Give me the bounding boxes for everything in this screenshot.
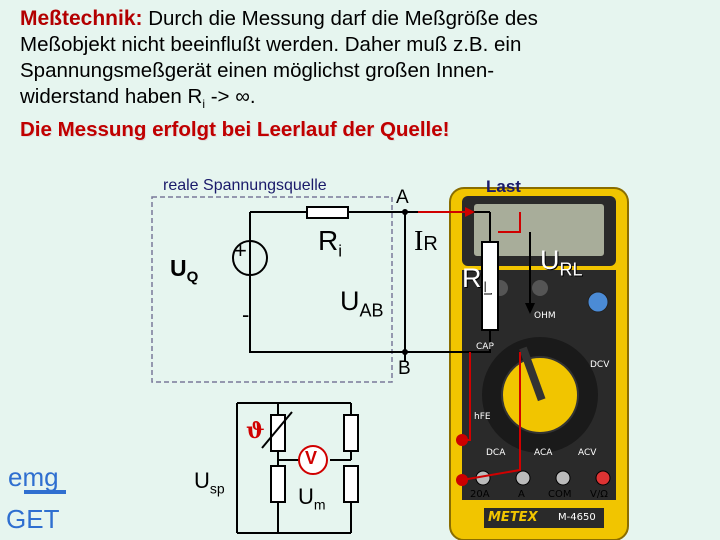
theta-symbol: ϑ	[246, 418, 265, 444]
node-b-label: B	[398, 358, 411, 379]
meter-mode-dca: DCA	[486, 448, 506, 458]
logo-emg: emg	[8, 462, 59, 492]
url-label: $U_{RL}$	[540, 245, 583, 280]
intro-line-4-suffix: -> ∞.	[205, 85, 256, 108]
resistor-ri	[307, 207, 348, 218]
meter-model: M-4650	[558, 512, 596, 523]
intro-line-2: Meßobjekt nicht beeinflußt werden. Daher muß z.B. ein	[20, 33, 522, 56]
jack-20a: 20A	[470, 489, 490, 500]
intro-line-1-rest: Durch die Messung darf die Meßgröße des	[148, 7, 538, 30]
jack-a: A	[518, 489, 525, 500]
meter-mode-ohm: OHM	[534, 311, 556, 321]
ir-label: IR	[414, 226, 438, 257]
meter-brand: METEX	[488, 510, 538, 525]
intro-line-3: Spannungsmeßgerät einen möglichst großen Innen-	[20, 59, 495, 82]
bridge-resistor-2	[344, 415, 358, 451]
ri-label: $R_i$	[318, 225, 343, 261]
usp-label: $U_{sp}$	[194, 468, 225, 497]
uq-label: $U_Q$	[170, 255, 199, 286]
meter-mode-labels: CAP	[476, 342, 494, 352]
load-label: Last	[486, 177, 521, 196]
meter-mode-dcv: DCV	[590, 360, 610, 370]
source-box-label: reale Spannungsquelle	[163, 177, 327, 194]
bridge-resistor-1	[271, 415, 285, 451]
rl-label: $R_L$	[462, 263, 492, 298]
node-a-label: A	[396, 187, 409, 208]
voltmeter-label: V	[305, 448, 318, 468]
meter-mode-hfe: hFE	[474, 412, 491, 422]
intro-line-4-prefix: widerstand haben R	[20, 85, 203, 108]
jack-vohm: V/Ω	[590, 489, 608, 500]
logo-get: GET	[6, 504, 60, 534]
heading: Meßtechnik:	[20, 7, 143, 30]
bridge-resistor-4	[344, 466, 358, 502]
emphasis-line: Die Messung erfolgt bei Leerlauf der Quelle!	[20, 118, 450, 142]
uab-label: $U_{AB}$	[340, 286, 384, 321]
intro-line-4-sub: i	[202, 97, 206, 112]
jack-com: COM	[548, 489, 572, 500]
plus-sign: +	[234, 238, 247, 263]
minus-sign: -	[242, 302, 250, 327]
um-label: $U_m$	[298, 484, 326, 513]
meter-mode-aca: ACA	[534, 448, 553, 458]
bridge-resistor-3	[271, 466, 285, 502]
meter-mode-acv: ACV	[578, 448, 597, 458]
